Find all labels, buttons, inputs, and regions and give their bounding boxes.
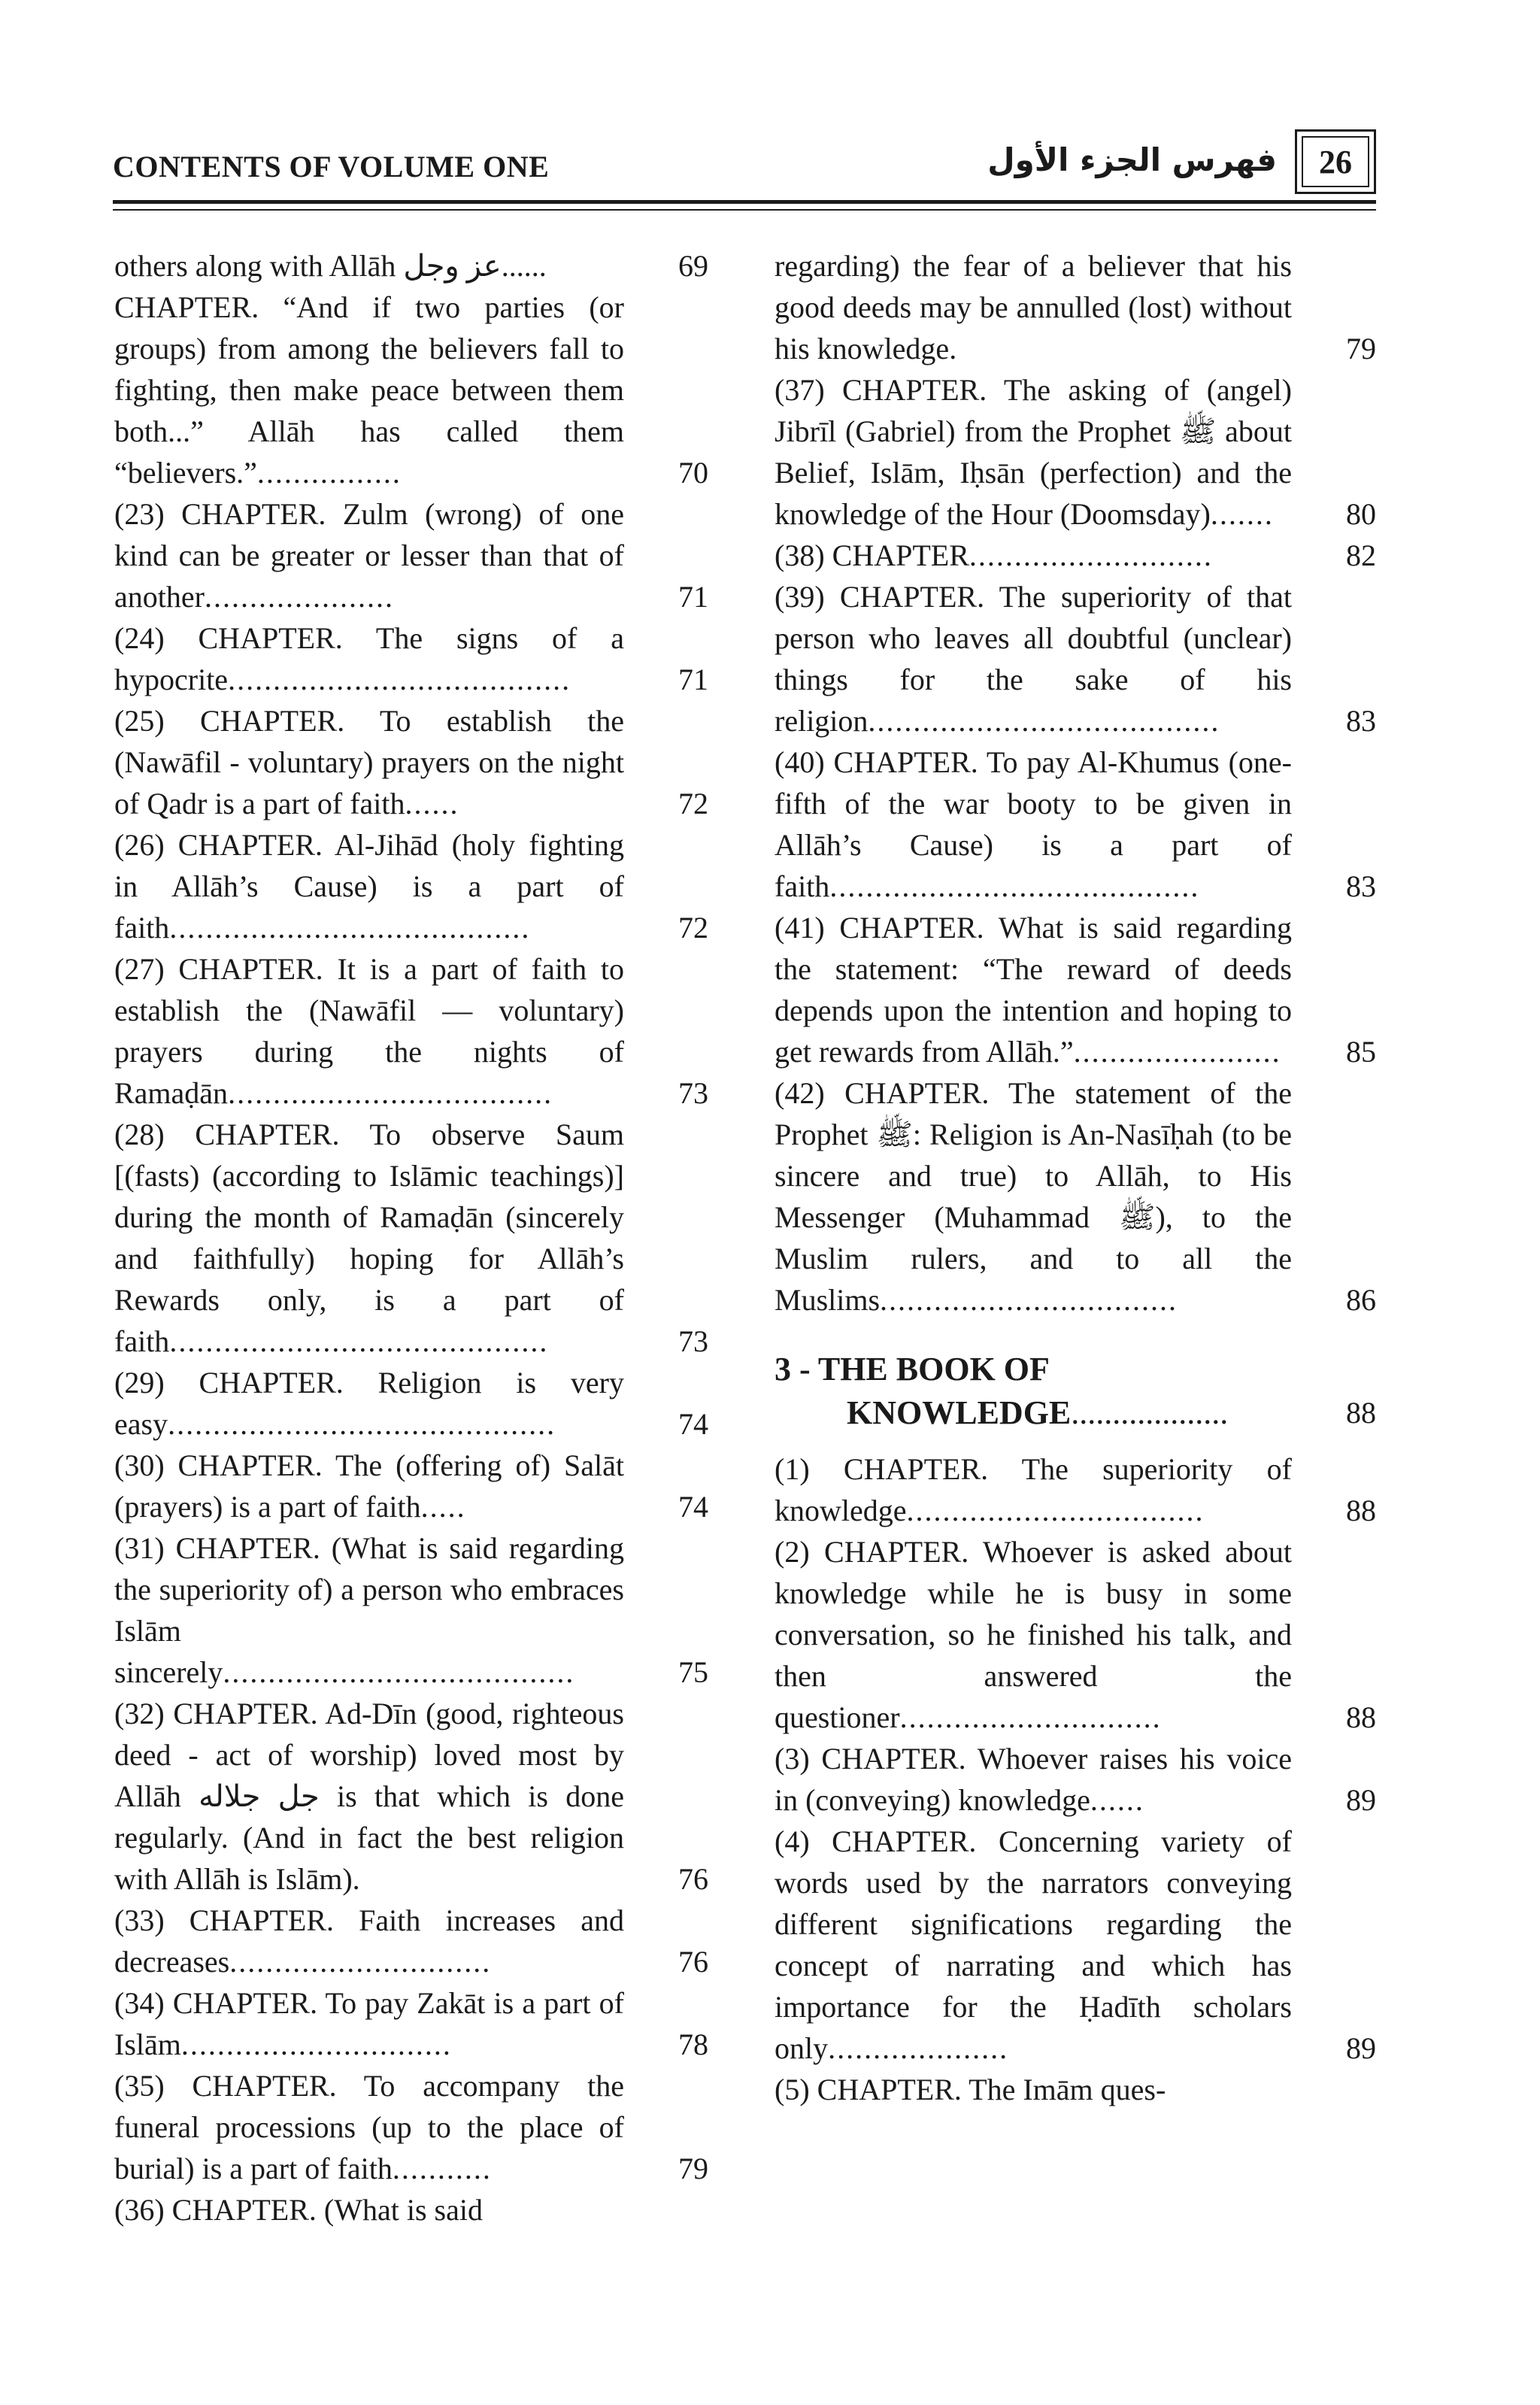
toc-entry[interactable] xyxy=(775,1738,1376,1821)
dot-leader: ......................................... xyxy=(829,869,1200,903)
toc-entry[interactable] xyxy=(114,1693,708,1900)
toc-entry-text: (33) CHAPTER. Faith increases and decreases xyxy=(114,1903,624,1979)
toc-page-number: 78 xyxy=(678,2027,708,2061)
toc-entry-text: (34) CHAPTER. To pay Zakāt is a part of Islām xyxy=(114,1986,624,2061)
toc-page-number: 76 xyxy=(678,1862,708,1896)
toc-entry-text: CHAPTER. “And if two parties (or groups) from among the believers fall to fighting, then make peace between them both...” Allāh has called them “believers.” xyxy=(114,290,624,490)
toc-entry[interactable] xyxy=(114,1445,708,1527)
toc-page-number: 86 xyxy=(1346,1283,1376,1317)
dot-leader: ....................... xyxy=(1073,1035,1281,1069)
toc-page-number: 74 xyxy=(678,1490,708,1524)
toc-entry[interactable] xyxy=(114,493,708,617)
toc-page-number: 72 xyxy=(678,787,708,820)
dot-leader: ...................................... xyxy=(228,663,571,696)
toc-entry-continued[interactable] xyxy=(775,2069,1376,2110)
right-column xyxy=(775,245,1376,2110)
toc-entry-text: (27) CHAPTER. It is a part of faith to establish the (Nawāfil — voluntary) prayers during the nights of Ramaḍān xyxy=(114,952,624,1110)
toc-page-number: 79 xyxy=(678,2152,708,2185)
toc-entry[interactable] xyxy=(775,1448,1376,1531)
toc-entry-text: (26) CHAPTER. Al-Jihād (holy fighting in Allāh’s Cause) is a part of faith xyxy=(114,828,624,945)
toc-entry[interactable] xyxy=(114,1362,708,1445)
toc-entry[interactable] xyxy=(775,369,1376,535)
dot-leader: .................................... xyxy=(228,1076,553,1110)
dot-leader: ........................................... xyxy=(168,1407,556,1441)
toc-entry-text: (32) CHAPTER. Ad-Dīn (good, righteous deed - act of worship) loved most by Allāh جل جلاله is that which is done regularly. (And in fact the best religion with Allāh is Islām). xyxy=(114,1697,624,1896)
toc-entry-text: (29) CHAPTER. Religion is very easy xyxy=(114,1366,624,1441)
toc-entry-text: (5) CHAPTER. The Imām ques- xyxy=(775,2073,1166,2106)
toc-entry[interactable] xyxy=(775,1821,1376,2069)
toc-entry-text: (30) CHAPTER. The (offering of) Salāt (prayers) is a part of faith xyxy=(114,1448,624,1524)
left-column xyxy=(114,245,708,2231)
toc-entry-text: (41) CHAPTER. What is said regarding the statement: “The reward of deeds depends upon the intention and hoping to get rewards from Allāh.” xyxy=(775,911,1292,1069)
header-rule-thick xyxy=(113,200,1376,204)
toc-page-number: 82 xyxy=(1346,538,1376,572)
toc-entry-text: (23) CHAPTER. Zulm (wrong) of one kind can be greater or lesser than that of another xyxy=(114,497,624,614)
dot-leader: ..... xyxy=(420,1490,466,1524)
toc-page-number: 76 xyxy=(678,1945,708,1979)
dot-leader: ........................................ xyxy=(169,911,531,945)
toc-entry-text: (31) CHAPTER. (What is said regarding the superiority of) a person who embraces Islām sincerely xyxy=(114,1531,624,1689)
dot-leader: ........................... xyxy=(969,538,1213,572)
book-heading-line2: KNOWLEDGE................... xyxy=(847,1394,1229,1431)
dot-leader: .......................................... xyxy=(169,1324,549,1358)
toc-entry[interactable] xyxy=(114,1900,708,1982)
toc-page-number: 85 xyxy=(1346,1035,1376,1069)
dot-leader: ...... xyxy=(405,787,459,820)
toc-entry-text: (36) CHAPTER. (What is said xyxy=(114,2193,483,2227)
dot-leader: ................ xyxy=(256,456,402,490)
toc-entry-text: (42) CHAPTER. The statement of the Prophet ﷺ: Religion is An-Nasīḥah (to be sincere and true) to Allāh, to His Messenger (Muhammad ﷺ), to the Muslim rulers, and to all the Muslims xyxy=(775,1076,1293,1317)
header-rule-thin xyxy=(113,209,1376,211)
dot-leader: ........... xyxy=(392,2152,492,2185)
toc-entry[interactable] xyxy=(114,617,708,700)
dot-leader: .............................. xyxy=(180,2027,452,2061)
toc-entry-text: regarding) the fear of a believer that his good deeds may be annulled (lost) without his knowledge. xyxy=(775,249,1292,365)
toc-entry[interactable] xyxy=(775,1072,1376,1321)
running-title-english: CONTENTS OF VOLUME ONE xyxy=(113,150,550,183)
toc-entry[interactable] xyxy=(114,1982,708,2065)
toc-entry-text: (37) CHAPTER. The asking of (angel) Jibrīl (Gabriel) from the Prophet ﷺ about Belief, Islām, Iḥsān (perfection) and the knowledge of the Hour (Doomsday) xyxy=(775,373,1292,531)
dot-leader: ..................... xyxy=(204,580,394,614)
toc-page-number: 80 xyxy=(1346,497,1376,531)
toc-page-number: 83 xyxy=(1346,704,1376,738)
dot-leader: ................................. xyxy=(880,1283,1178,1317)
toc-entry[interactable] xyxy=(114,287,708,493)
toc-page-number: 70 xyxy=(678,456,708,490)
dot-leader: .................... xyxy=(828,2031,1009,2065)
dot-leader: ...... xyxy=(1090,1783,1144,1817)
toc-page-number: 88 xyxy=(1346,1700,1376,1734)
toc-entry[interactable] xyxy=(775,907,1376,1072)
toc-page-number: 71 xyxy=(678,663,708,696)
page-number-box xyxy=(1295,129,1376,194)
toc-entry-text: (38) CHAPTER xyxy=(775,538,969,572)
toc-entry[interactable] xyxy=(775,742,1376,907)
dot-leader: ....................................... xyxy=(868,704,1220,738)
toc-entry-text: (40) CHAPTER. To pay Al-Khumus (one-fifth of the war booty to be given in Allāh’s Cause) is a part of faith xyxy=(775,745,1292,903)
toc-entry[interactable] xyxy=(775,535,1376,576)
toc-page-number: 73 xyxy=(678,1076,708,1110)
toc-entry[interactable] xyxy=(775,576,1376,742)
dot-leader: ....... xyxy=(1210,497,1274,531)
dot-leader: ................................. xyxy=(906,1494,1205,1527)
book-heading-line1: 3 - THE BOOK OF xyxy=(775,1351,1050,1388)
toc-entry-text: (39) CHAPTER. The superiority of that person who leaves all doubtful (unclear) things for the sake of his religion xyxy=(775,580,1292,738)
toc-page-number: 73 xyxy=(678,1324,708,1358)
toc-page-number: 72 xyxy=(678,911,708,945)
book-page-number: 88 xyxy=(1346,1396,1376,1430)
toc-entry-text: (28) CHAPTER. To observe Saum [(fasts) (according to Islāmic teachings)] during the month of Ramaḍān (sincerely and faithfully) hoping for Allāh’s Rewards only, is a part of faith xyxy=(114,1118,624,1358)
toc-entry-text: (4) CHAPTER. Concerning variety of words used by the narrators conveying different significations regarding the concept of narrating and which has importance for the Ḥadīth scholars only xyxy=(775,1824,1292,2065)
toc-entry-text: others along with Allāh عز وجل xyxy=(114,249,502,283)
toc-page-number: 89 xyxy=(1346,2031,1376,2065)
toc-entry-text: (1) CHAPTER. The superiority of knowledge xyxy=(775,1452,1292,1527)
toc-entry-text: (3) CHAPTER. Whoever raises his voice in (conveying) knowledge xyxy=(775,1742,1292,1817)
toc-page-number: 69 xyxy=(678,249,708,283)
toc-entry-text: (35) CHAPTER. To accompany the funeral processions (up to the place of burial) is a part of faith xyxy=(114,2069,624,2185)
dot-leader: ................... xyxy=(1071,1394,1229,1431)
toc-entry[interactable] xyxy=(114,700,708,824)
toc-entry[interactable] xyxy=(114,1527,708,1693)
toc-entry[interactable] xyxy=(114,2065,708,2189)
toc-entry-text: (25) CHAPTER. To establish the (Nawāfil - voluntary) prayers on the night of Qadr is a part of faith xyxy=(114,704,624,820)
toc-page-number: 88 xyxy=(1346,1494,1376,1527)
toc-page-number: 71 xyxy=(678,580,708,614)
page-header xyxy=(113,128,1376,211)
dot-leader: ....................................... xyxy=(223,1655,575,1689)
book-heading[interactable] xyxy=(775,1348,1376,1435)
toc-page-number: 83 xyxy=(1346,869,1376,903)
dot-leader: ............................. xyxy=(899,1700,1162,1734)
toc-entry-text: (24) CHAPTER. The signs of a hypocrite xyxy=(114,621,624,696)
dot-leader: ...... xyxy=(501,249,547,283)
toc-page-number: 74 xyxy=(678,1407,708,1441)
toc-entry[interactable] xyxy=(114,1114,708,1362)
dot-leader: ............................. xyxy=(229,1945,492,1979)
page-number: 26 xyxy=(1302,136,1369,187)
toc-entry-continuation[interactable] xyxy=(775,245,1376,369)
toc-entry[interactable] xyxy=(775,1531,1376,1738)
running-title-arabic: فهرس الجزء الأول xyxy=(987,141,1277,178)
toc-entry[interactable] xyxy=(114,245,708,287)
toc-entry[interactable] xyxy=(114,948,708,1114)
toc-entry-continued[interactable] xyxy=(114,2189,708,2231)
toc-entry[interactable] xyxy=(114,824,708,948)
toc-page-number: 79 xyxy=(1346,332,1376,365)
toc-page-number: 89 xyxy=(1346,1783,1376,1817)
toc-entry-text: (2) CHAPTER. Whoever is asked about knowledge while he is busy in some conversation, so he finished his talk, and then answered the questioner xyxy=(775,1535,1292,1734)
toc-page-number: 75 xyxy=(678,1655,708,1689)
